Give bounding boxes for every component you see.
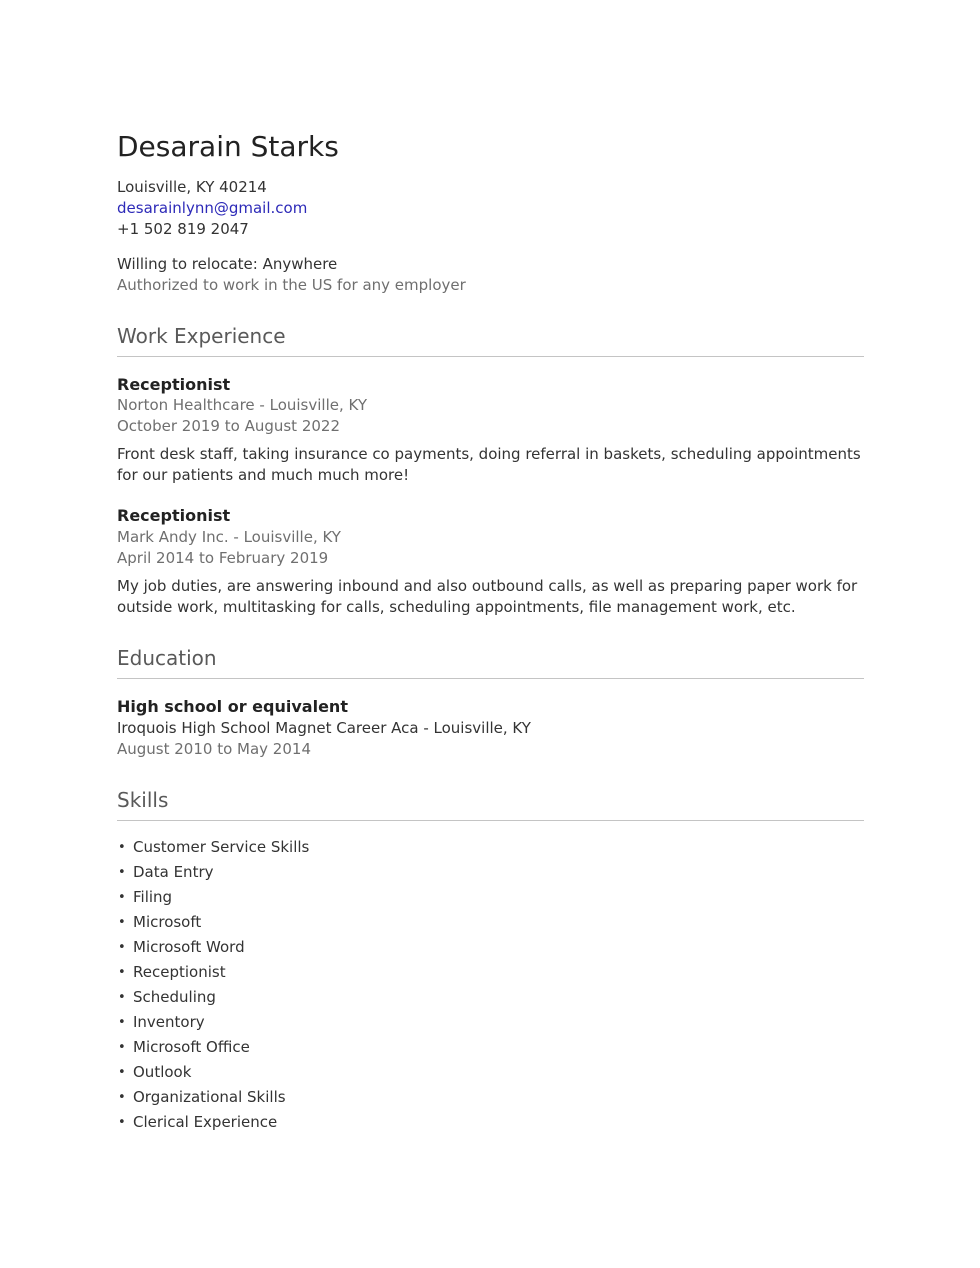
job-description: Front desk staff, taking insurance co payments, doing referral in baskets, scheduling appointments for our patients and much much more!	[117, 445, 861, 485]
skill-item: • Inventory	[117, 1010, 864, 1035]
section-divider	[117, 678, 864, 679]
education-entry	[117, 697, 864, 760]
skills-heading: Skills	[117, 787, 169, 812]
education-school-location: Iroquois High School Magnet Career Aca - Louisville, KY	[117, 718, 531, 737]
job-title: Receptionist	[117, 374, 231, 394]
skill-item: • Microsoft Office	[117, 1035, 864, 1060]
work-preferences	[117, 254, 864, 296]
job-dates: April 2014 to February 2019	[117, 549, 329, 568]
authorization-statement: Authorized to work in the US for any employer	[117, 275, 466, 294]
section-divider	[117, 820, 864, 821]
section-education	[117, 646, 864, 760]
skill-item: • Microsoft Word	[117, 935, 864, 960]
skills-list	[117, 835, 864, 1135]
job-company-location: Mark Andy Inc. - Louisville, KY	[117, 528, 341, 547]
skill-item: • Clerical Experience	[117, 1110, 864, 1135]
skill-item: • Organizational Skills	[117, 1085, 864, 1110]
job-title: Receptionist	[117, 506, 231, 526]
job-entry	[117, 375, 864, 487]
resume-page	[117, 0, 864, 1135]
section-work-experience	[117, 324, 864, 619]
education-dates: August 2010 to May 2014	[117, 739, 311, 758]
relocation-statement: Willing to relocate: Anywhere	[117, 254, 338, 273]
job-company-location: Norton Healthcare - Louisville, KY	[117, 396, 367, 415]
skill-item: • Scheduling	[117, 985, 864, 1010]
work-experience-heading: Work Experience	[117, 323, 286, 348]
skill-item: • Filing	[117, 885, 864, 910]
skill-item: • Outlook	[117, 1060, 864, 1085]
education-degree: High school or equivalent	[117, 697, 348, 717]
education-heading: Education	[117, 646, 217, 671]
candidate-name: Desarain Starks	[117, 130, 339, 163]
candidate-email-link[interactable]: desarainlynn@gmail.com	[117, 198, 308, 217]
skill-item: • Microsoft	[117, 910, 864, 935]
section-skills	[117, 788, 864, 1135]
job-description: My job duties, are answering inbound and also outbound calls, as well as preparing paper work for outside work, multitasking for calls, scheduling appointments, file management work, etc.	[117, 577, 858, 617]
skill-item: • Customer Service Skills	[117, 835, 864, 860]
candidate-phone: +1 502 819 2047	[117, 219, 249, 238]
skill-item: • Receptionist	[117, 960, 864, 985]
job-entry	[117, 506, 864, 618]
skill-item: • Data Entry	[117, 860, 864, 885]
section-divider	[117, 356, 864, 357]
job-dates: October 2019 to August 2022	[117, 417, 341, 436]
candidate-location: Louisville, KY 40214	[117, 177, 267, 196]
